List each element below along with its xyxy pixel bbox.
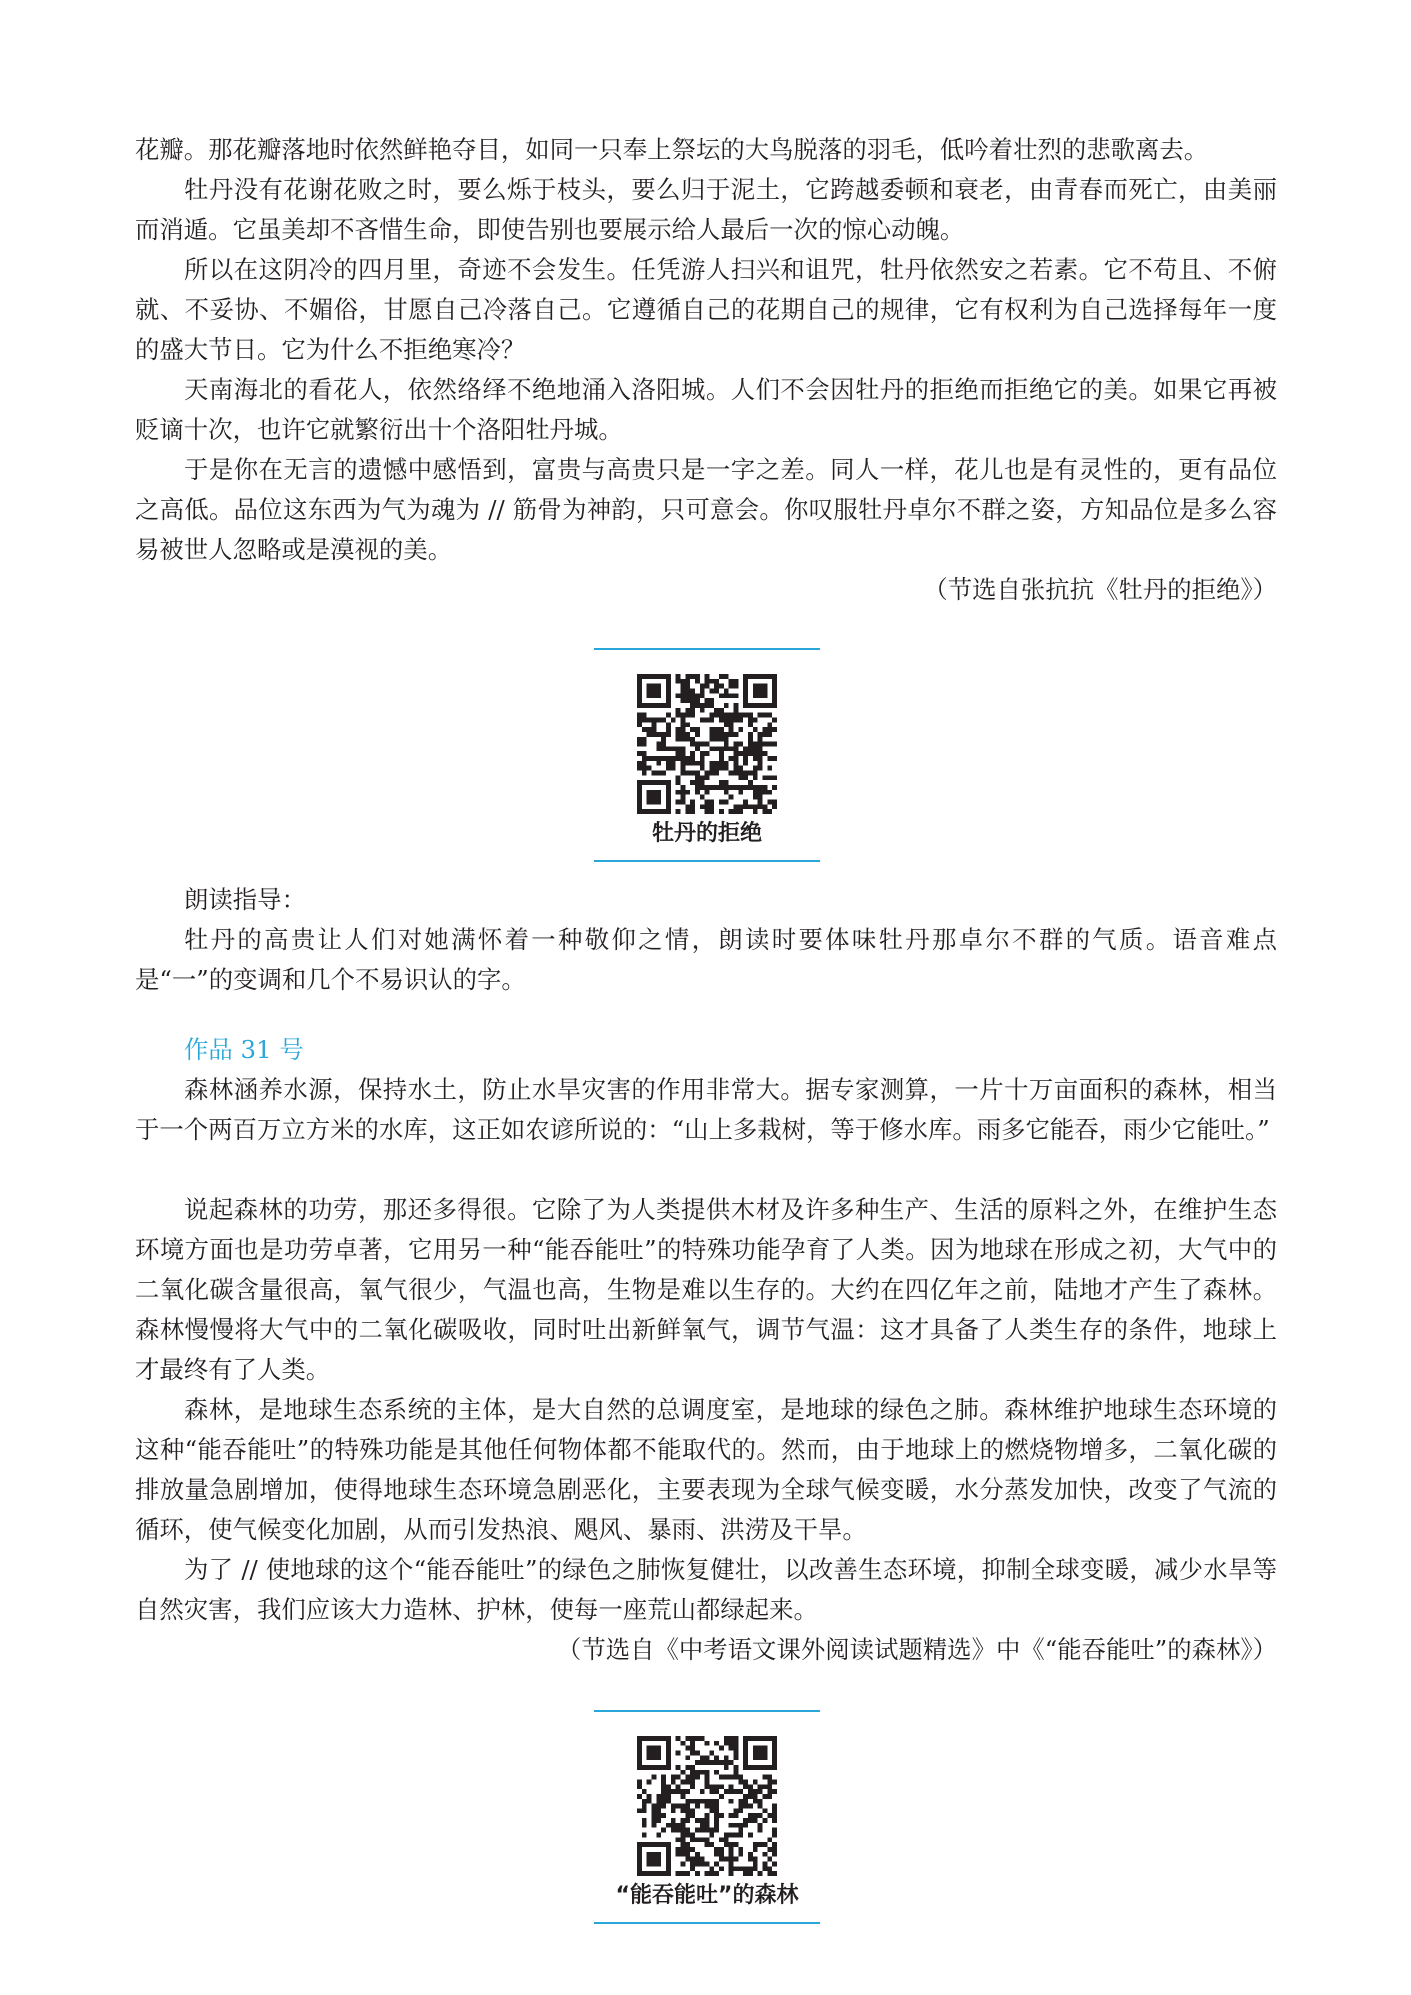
- passage-31-paragraph-1: 森林涵养水源，保持水土，防止水旱灾害的作用非常大。据专家测算，一片十万亩面积的森林，相当于一个两百万立方米的水库，这正如农谚所说的：“山上多栽树，等于修水库。雨多它能吞，雨少它能吐。”: [135, 1075, 1277, 1144]
- passage-31-heading: 作品 31 号: [184, 1035, 304, 1064]
- passage-30-source: （节选自张抗抗《牡丹的拒绝》）: [923, 575, 1277, 604]
- qr-block-forest: [594, 1710, 820, 1910]
- qr-block-peony: [594, 648, 820, 848]
- qr-top-rule: [594, 1710, 820, 1712]
- qr-bottom-rule: [594, 1922, 820, 1924]
- qr-caption-peony: 牡丹的拒绝: [651, 821, 762, 846]
- passage-31-paragraph-2: 说起森林的功劳，那还多得很。它除了为人类提供木材及许多种生产、生活的原料之外，在维护生态环境方面也是功劳卓著，它用另一种“能吞能吐”的特殊功能孕育了人类。因为地球在形成之初，大气中的二氧化碳含量很高，氧气很少，气温也高，生物是难以生存的。大约在四亿年之前，陆地才产生了森林。森林慢慢将大气中的二氧化碳吸收，同时吐出新鲜氧气，调节气温：这才具备了人类生存的条件，地球上才最终有了人类。: [135, 1195, 1277, 1384]
- qr-code-icon[interactable]: [637, 674, 777, 814]
- passage-30-paragraph-3: 所以在这阴冷的四月里，奇迹不会发生。任凭游人扫兴和诅咒，牡丹依然安之若素。它不苟且、不俯就、不妥协、不媚俗，甘愿自己冷落自己。它遵循自己的花期自己的规律，它有权利为自己选择每年一度的盛大节日。它为什么不拒绝寒冷？: [135, 255, 1277, 364]
- passage-30-paragraph-2: 牡丹没有花谢花败之时，要么烁于枝头，要么归于泥土，它跨越委顿和衰老，由青春而死亡，由美丽而消遁。它虽美却不吝惜生命，即使告别也要展示给人最后一次的惊心动魄。: [135, 175, 1277, 244]
- passage-30-paragraph-1: 花瓣。那花瓣落地时依然鲜艳夺目，如同一只奉上祭坛的大鸟脱落的羽毛，低吟着壮烈的悲歌离去。: [135, 135, 1209, 164]
- passage-31-source: （节选自《中考语文课外阅读试题精选》中《“能吞能吐”的森林》）: [556, 1635, 1277, 1664]
- passage-31-paragraph-3: 森林，是地球生态系统的主体，是大自然的总调度室，是地球的绿色之肺。森林维护地球生态环境的这种“能吞能吐”的特殊功能是其他任何物体都不能取代的。然而，由于地球上的燃烧物增多，二氧化碳的排放量急剧增加，使得地球生态环境急剧恶化，主要表现为全球气候变暖，水分蒸发加快，改变了气流的循环，使气候变化加剧，从而引发热浪、飓风、暴雨、洪涝及干旱。: [135, 1395, 1277, 1544]
- qr-top-rule: [594, 648, 820, 650]
- qr-code-icon[interactable]: [637, 1736, 777, 1876]
- guidance-text: 牡丹的高贵让人们对她满怀着一种敬仰之情，朗读时要体味牡丹那卓尔不群的气质。语音难点是“一”的变调和几个不易识认的字。: [135, 925, 1277, 994]
- guidance-title: 朗读指导：: [184, 885, 306, 914]
- passage-31-paragraph-4: 为了 // 使地球的这个“能吞能吐”的绿色之肺恢复健壮，以改善生态环境，抑制全球变暖，减少水旱等自然灾害，我们应该大力造林、护林，使每一座荒山都绿起来。: [135, 1555, 1277, 1624]
- qr-caption-forest: “能吞能吐”的森林: [615, 1883, 799, 1908]
- qr-bottom-rule: [594, 860, 820, 862]
- passage-30-paragraph-5: 于是你在无言的遗憾中感悟到，富贵与高贵只是一字之差。同人一样，花儿也是有灵性的，更有品位之高低。品位这东西为气为魂为 // 筋骨为神韵，只可意会。你叹服牡丹卓尔不群之姿，方知品位是多么容易被世人忽略或是漠视的美。: [135, 455, 1277, 564]
- passage-30-paragraph-4: 天南海北的看花人，依然络绎不绝地涌入洛阳城。人们不会因牡丹的拒绝而拒绝它的美。如果它再被贬谪十次，也许它就繁衍出十个洛阳牡丹城。: [135, 375, 1277, 444]
